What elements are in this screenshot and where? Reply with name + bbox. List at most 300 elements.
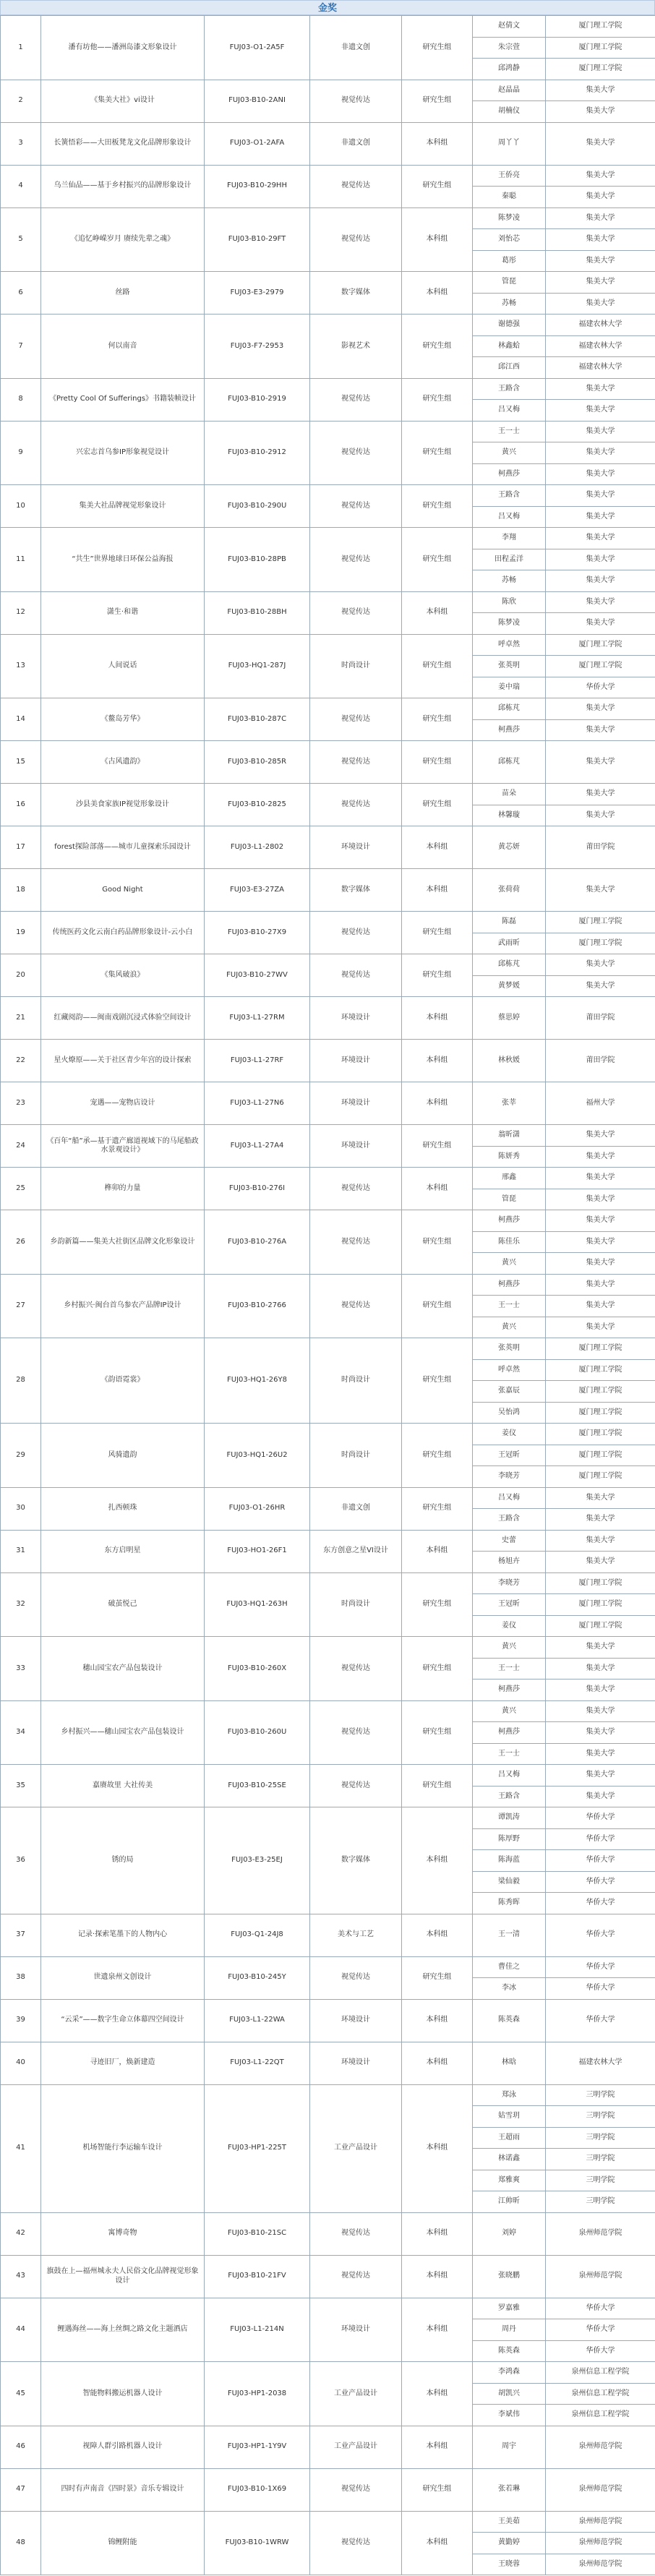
member-name: 武雨昕 [473,933,546,954]
entry-title: 《Pretty Cool Of Sufferings》书籍装帧设计 [41,378,205,421]
entry-group: 本科组 [402,591,473,634]
member-school: 华侨大学 [546,2298,655,2319]
member-name: 王一士 [473,421,546,442]
entry-title: 乡村振兴·闽台首乌参农产品牌IP设计 [41,1274,205,1338]
entry-title: 记录·探索笔墨下的人物内心 [41,1914,205,1956]
entry-category: 环境设计 [310,1082,402,1125]
member-name: 柯燕莎 [473,1679,546,1701]
entry-group: 研究生组 [402,2468,473,2511]
entry-number: 14 [1,698,41,741]
entry-number: 35 [1,1765,41,1807]
member-school: 厦门理工学院 [546,634,655,656]
member-school: 厦门理工学院 [546,37,655,59]
entry-number: 47 [1,2468,41,2511]
entry-group: 本科组 [402,1168,473,1210]
entry-code: FUJ03-B10-290U [205,485,310,528]
member-name: 柯燕莎 [473,1274,546,1296]
entry-title: 东方启明星 [41,1530,205,1572]
entry-group: 研究生组 [402,528,473,592]
entry-group: 研究生组 [402,421,473,485]
member-name: 郑泳 [473,2084,546,2106]
member-school: 集美大学 [546,591,655,613]
member-name: 李晓芳 [473,1466,546,1488]
table-row [1,16,655,38]
table-row [1,2362,655,2384]
table-row [1,80,655,101]
entry-code: FUJ03-B10-2825 [205,784,310,826]
entry-category: 视觉传达 [310,1956,402,1999]
entry-number: 25 [1,1168,41,1210]
member-school: 集美大学 [546,1189,655,1210]
table-row [1,207,655,229]
entry-number: 12 [1,591,41,634]
member-school: 厦门理工学院 [546,933,655,954]
table-row [1,122,655,165]
member-name: 陈妍秀 [473,1146,546,1168]
member-name: 张嘉辰 [473,1381,546,1403]
entry-number: 7 [1,314,41,379]
member-school: 集美大学 [546,165,655,187]
member-school: 泉州师范学院 [546,2554,655,2575]
table-row [1,1807,655,1829]
entry-code: FUJ03-B10-21FV [205,2255,310,2298]
entry-number: 23 [1,1082,41,1125]
entry-code: FUJ03-F7-2953 [205,314,310,379]
table-row [1,1572,655,1594]
member-name: 吕又梅 [473,506,546,528]
table-row [1,698,655,720]
entry-group: 研究生组 [402,1274,473,1338]
entry-code: FUJ03-B10-285R [205,741,310,784]
entry-code: FUJ03-B10-2ANI [205,80,310,122]
member-name: 李翔 [473,528,546,549]
table-row [1,1424,655,1445]
entry-code: FUJ03-L1-214N [205,2298,310,2362]
table-row [1,485,655,507]
member-school: 集美大学 [546,1317,655,1338]
entry-number: 13 [1,634,41,698]
entry-group: 研究生组 [402,1956,473,1999]
entry-group: 本科组 [402,826,473,869]
entry-title: 沙县美食家族IP视觉形象设计 [41,784,205,826]
member-school: 泉州信息工程学院 [546,2362,655,2384]
member-school: 厦门理工学院 [546,1359,655,1381]
entry-category: 视觉传达 [310,1168,402,1210]
member-name: 张晓鹏 [473,2255,546,2298]
entry-category: 环境设计 [310,1040,402,1082]
entry-group: 本科组 [402,997,473,1040]
table-row [1,2084,655,2106]
entry-number: 27 [1,1274,41,1338]
member-school: 华侨大学 [546,2319,655,2341]
member-school: 集美大学 [546,463,655,485]
member-name: 柯燕莎 [473,463,546,485]
table-row [1,165,655,187]
entry-code: FUJ03-B10-1WRW [205,2511,310,2575]
entry-code: FUJ03-B10-2919 [205,378,310,421]
entry-category: 视觉传达 [310,591,402,634]
entry-title: 《鳌岛芳华》 [41,698,205,741]
member-school: 集美大学 [546,698,655,720]
entry-group: 研究生组 [402,784,473,826]
table-row [1,1765,655,1786]
entry-code: FUJ03-B10-2912 [205,421,310,485]
member-name: 王路含 [473,378,546,400]
entry-number: 18 [1,869,41,912]
member-name: 王路含 [473,485,546,507]
member-school: 集美大学 [546,784,655,805]
member-school: 集美大学 [546,1637,655,1659]
member-name: 黄梦媛 [473,975,546,997]
member-school: 三明学院 [546,2084,655,2106]
entry-title: 破茧悦己 [41,1572,205,1637]
entry-title: 锦鲤附能 [41,2511,205,2575]
member-name: 张英明 [473,656,546,677]
entry-number: 2 [1,80,41,122]
entry-title: 《古风遗韵》 [41,741,205,784]
member-name: 刘婷 [473,2212,546,2255]
member-name: 苏畅 [473,293,546,314]
entry-group: 本科组 [402,1914,473,1956]
member-name: 姜仪 [473,1424,546,1445]
entry-group: 研究生组 [402,698,473,741]
table-row [1,2212,655,2255]
member-school: 集美大学 [546,741,655,784]
entry-category: 数字媒体 [310,272,402,314]
entry-code: FUJ03-B10-276A [205,1210,310,1275]
entry-code: FUJ03-HQ1-263H [205,1572,310,1637]
member-school: 集美大学 [546,1168,655,1189]
entry-category: 视觉传达 [310,421,402,485]
member-name: 邱鸿静 [473,59,546,80]
member-name: 曹佳之 [473,1956,546,1978]
entry-group: 本科组 [402,1082,473,1125]
entry-code: FUJ03-E3-27ZA [205,869,310,912]
member-name: 王路含 [473,1786,546,1807]
entry-number: 10 [1,485,41,528]
entry-group: 研究生组 [402,16,473,80]
member-school: 集美大学 [546,954,655,976]
member-school: 泉州师范学院 [546,2468,655,2511]
member-name: 柯燕莎 [473,719,546,741]
member-school: 集美大学 [546,442,655,464]
member-name: 邢鑫 [473,1168,546,1189]
member-name: 林馨璇 [473,805,546,826]
member-name: 吕又梅 [473,400,546,422]
entry-code: FUJ03-B10-260X [205,1637,310,1701]
member-school: 厦门理工学院 [546,59,655,80]
member-school: 集美大学 [546,1146,655,1168]
entry-title: 丝路 [41,272,205,314]
table-row [1,2042,655,2084]
entry-code: FUJ03-B10-245Y [205,1956,310,1999]
entry-group: 本科组 [402,1999,473,2042]
member-name: 史蕾 [473,1530,546,1552]
entry-group: 本科组 [402,1530,473,1572]
entry-title: 红藏阅韵——闽南戏剧沉浸式体验空间设计 [41,997,205,1040]
member-school: 厦门理工学院 [546,1594,655,1616]
member-school: 泉州师范学院 [546,2511,655,2533]
entry-number: 31 [1,1530,41,1572]
entry-code: FUJ03-L1-2802 [205,826,310,869]
member-name: 吕又梅 [473,1487,546,1509]
table-row [1,1210,655,1232]
entry-code: FUJ03-L1-27RM [205,997,310,1040]
entry-category: 时尚设计 [310,1572,402,1637]
member-name: 苗朵 [473,784,546,805]
entry-title: Good Night [41,869,205,912]
member-school: 集美大学 [546,570,655,592]
member-name: 邱栋芃 [473,741,546,784]
entry-number: 45 [1,2362,41,2426]
member-name: 王冠昕 [473,1594,546,1616]
table-row [1,591,655,613]
table-row [1,741,655,784]
table-row [1,826,655,869]
entry-number: 26 [1,1210,41,1275]
entry-category: 时尚设计 [310,1338,402,1424]
entry-group: 本科组 [402,2298,473,2362]
entry-number: 5 [1,207,41,272]
member-school: 华侨大学 [546,1850,655,1872]
member-school: 集美大学 [546,1487,655,1509]
member-name: 王一士 [473,1658,546,1679]
entry-number: 15 [1,741,41,784]
entry-number: 37 [1,1914,41,1956]
table-row [1,314,655,336]
entry-group: 研究生组 [402,1765,473,1807]
member-school: 集美大学 [546,1743,655,1765]
entry-group: 本科组 [402,2426,473,2468]
entry-number: 33 [1,1637,41,1701]
entry-category: 视觉传达 [310,1700,402,1765]
member-school: 集美大学 [546,378,655,400]
member-school: 集美大学 [546,719,655,741]
entry-category: 东方创意之星VI设计 [310,1530,402,1572]
entry-code: FUJ03-B10-29HH [205,165,310,207]
member-name: 黄兴 [473,1253,546,1275]
entry-number: 1 [1,16,41,80]
member-school: 华侨大学 [546,1999,655,2042]
table-row [1,869,655,912]
entry-category: 非遗文创 [310,122,402,165]
entry-title: 四时有声南音《四时景》音乐专辑设计 [41,2468,205,2511]
member-school: 厦门理工学院 [546,1338,655,1360]
member-school: 华侨大学 [546,677,655,698]
table-row [1,272,655,294]
table-row [1,1700,655,1722]
member-school: 莆田学院 [546,1040,655,1082]
member-school: 莆田学院 [546,997,655,1040]
entry-code: FUJ03-B10-28PB [205,528,310,592]
member-name: 胡凯兴 [473,2383,546,2405]
sheet-title: 金奖 [0,0,655,15]
entry-number: 8 [1,378,41,421]
table-row [1,2298,655,2319]
member-name: 邱江西 [473,357,546,379]
entry-category: 视觉传达 [310,698,402,741]
member-school: 集美大学 [546,1296,655,1317]
member-school: 泉州师范学院 [546,2426,655,2468]
entry-group: 本科组 [402,272,473,314]
member-name: 王美茹 [473,2511,546,2533]
entry-category: 环境设计 [310,997,402,1040]
member-name: 黄兴 [473,442,546,464]
entry-category: 视觉传达 [310,1210,402,1275]
member-school: 福建农林大学 [546,335,655,357]
entry-group: 研究生组 [402,954,473,997]
member-school: 集美大学 [546,400,655,422]
entry-number: 39 [1,1999,41,2042]
entry-group: 研究生组 [402,314,473,379]
entry-category: 视觉传达 [310,1765,402,1807]
member-school: 集美大学 [546,1210,655,1232]
member-school: 集美大学 [546,975,655,997]
member-school: 莆田学院 [546,826,655,869]
entry-number: 44 [1,2298,41,2362]
entry-category: 非遗文创 [310,1487,402,1530]
table-row [1,421,655,442]
member-name: 林诺鑫 [473,2149,546,2170]
member-name: 管琵 [473,272,546,294]
entry-code: FUJ03-B10-2766 [205,1274,310,1338]
member-name: 姜中瑞 [473,677,546,698]
member-name: 朱宗萱 [473,37,546,59]
entry-title: 旗鼓在上—福州城永夫人民俗文化品牌视觉形象设计 [41,2255,205,2298]
entry-group: 研究生组 [402,1572,473,1637]
entry-group: 研究生组 [402,378,473,421]
entry-title: 潘有坊他——潘洲岛漆文形象设计 [41,16,205,80]
entry-code: FUJ03-L1-22QT [205,2042,310,2084]
member-school: 厦门理工学院 [546,1402,655,1424]
member-name: 王一清 [473,1914,546,1956]
member-name: 黄芯妍 [473,826,546,869]
entry-title: 何以南音 [41,314,205,379]
table-row [1,1487,655,1509]
entry-category: 工业产品设计 [310,2084,402,2212]
entry-code: FUJ03-B10-27X9 [205,912,310,954]
member-school: 华侨大学 [546,1978,655,2000]
entry-category: 环境设计 [310,2298,402,2362]
entry-code: FUJ03-B10-25SE [205,1765,310,1807]
member-name: 张若琳 [473,2468,546,2511]
entry-category: 环境设计 [310,1999,402,2042]
entry-category: 时尚设计 [310,1424,402,1488]
table-row [1,784,655,805]
member-school: 厦门理工学院 [546,1466,655,1488]
entry-group: 本科组 [402,2042,473,2084]
entry-title: 《追忆峥嵘岁月 赓续先辈之魂》 [41,207,205,272]
member-school: 华侨大学 [546,1807,655,1829]
entry-category: 视觉传达 [310,80,402,122]
entry-title: 乡村振兴——穗山园宝农产品包装设计 [41,1700,205,1765]
entry-number: 19 [1,912,41,954]
member-school: 泉州师范学院 [546,2255,655,2298]
entry-number: 24 [1,1125,41,1168]
entry-group: 研究生组 [402,1210,473,1275]
member-school: 三明学院 [546,2191,655,2213]
member-school: 华侨大学 [546,1914,655,1956]
entry-number: 28 [1,1338,41,1424]
member-name: 姜仪 [473,1615,546,1637]
table-row [1,954,655,976]
member-school: 福建农林大学 [546,2042,655,2084]
entry-code: FUJ03-HQ1-26U2 [205,1424,310,1488]
entry-code: FUJ03-B10-21SC [205,2212,310,2255]
member-name: 陈梦凌 [473,207,546,229]
member-name: 李鸿森 [473,2362,546,2384]
entry-title: 宠遇——宠物店设计 [41,1082,205,1125]
entry-group: 研究生组 [402,1125,473,1168]
member-school: 厦门理工学院 [546,16,655,38]
entry-title: 扎西顿珠 [41,1487,205,1530]
member-name: 刘怡芯 [473,229,546,251]
entry-title: 星火燎原——关于社区青少年宫的设计探索 [41,1040,205,1082]
entry-group: 本科组 [402,207,473,272]
entry-title: 视障人群引路机器人设计 [41,2426,205,2468]
table-row [1,1040,655,1082]
entry-code: FUJ03-HP1-1Y9V [205,2426,310,2468]
entry-code: FUJ03-O1-26HR [205,1487,310,1530]
entry-title: 风骑遗韵 [41,1424,205,1488]
member-name: 陈佳乐 [473,1231,546,1253]
entry-title: 《百年“船”承—基于遗产廊道视域下的马尾船政水景观设计》 [41,1125,205,1168]
table-row [1,997,655,1040]
member-name: 秦聪 [473,187,546,208]
entry-title: 嘉赓故里 大社传美 [41,1765,205,1807]
member-school: 厦门理工学院 [546,656,655,677]
member-name: 翁昕潇 [473,1125,546,1147]
entry-category: 环境设计 [310,1125,402,1168]
entry-category: 环境设计 [310,826,402,869]
entry-title: forest探险部落——城市儿童探索乐园设计 [41,826,205,869]
member-school: 集美大学 [546,613,655,635]
member-name: 管琵 [473,1189,546,1210]
member-name: 黄勤婷 [473,2533,546,2554]
entry-group: 研究生组 [402,1424,473,1488]
entry-number: 3 [1,122,41,165]
entry-code: FUJ03-HQ1-26Y8 [205,1338,310,1424]
member-school: 泉州师范学院 [546,2533,655,2554]
member-name: 黄兴 [473,1637,546,1659]
entry-title: 机场智能行李运输车设计 [41,2084,205,2212]
member-name: 呼卓然 [473,1359,546,1381]
entry-title: 兴宏志首乌参IP形象视觉设计 [41,421,205,485]
member-name: 邱栋芃 [473,954,546,976]
member-name: 吕又梅 [473,1765,546,1786]
entry-group: 本科组 [402,2255,473,2298]
member-name: 陈秀晖 [473,1893,546,1914]
entry-number: 40 [1,2042,41,2084]
entry-code: FUJ03-B10-1X69 [205,2468,310,2511]
entry-title: 寻迹旧厂，焕新建造 [41,2042,205,2084]
entry-code: FUJ03-HP1-225T [205,2084,310,2212]
member-school: 华侨大学 [546,1828,655,1850]
member-name: 赵倩文 [473,16,546,38]
member-school: 集美大学 [546,528,655,549]
member-name: 苏畅 [473,570,546,592]
member-school: 厦门理工学院 [546,1615,655,1637]
member-school: 华侨大学 [546,1871,655,1893]
entry-code: FUJ03-B10-260U [205,1700,310,1765]
entry-number: 6 [1,272,41,314]
entry-number: 48 [1,2511,41,2575]
member-name: 王冠昕 [473,1445,546,1466]
entry-category: 视觉传达 [310,1637,402,1701]
member-school: 福建农林大学 [546,314,655,336]
member-name: 林秋媛 [473,1040,546,1082]
entry-group: 研究生组 [402,1700,473,1765]
